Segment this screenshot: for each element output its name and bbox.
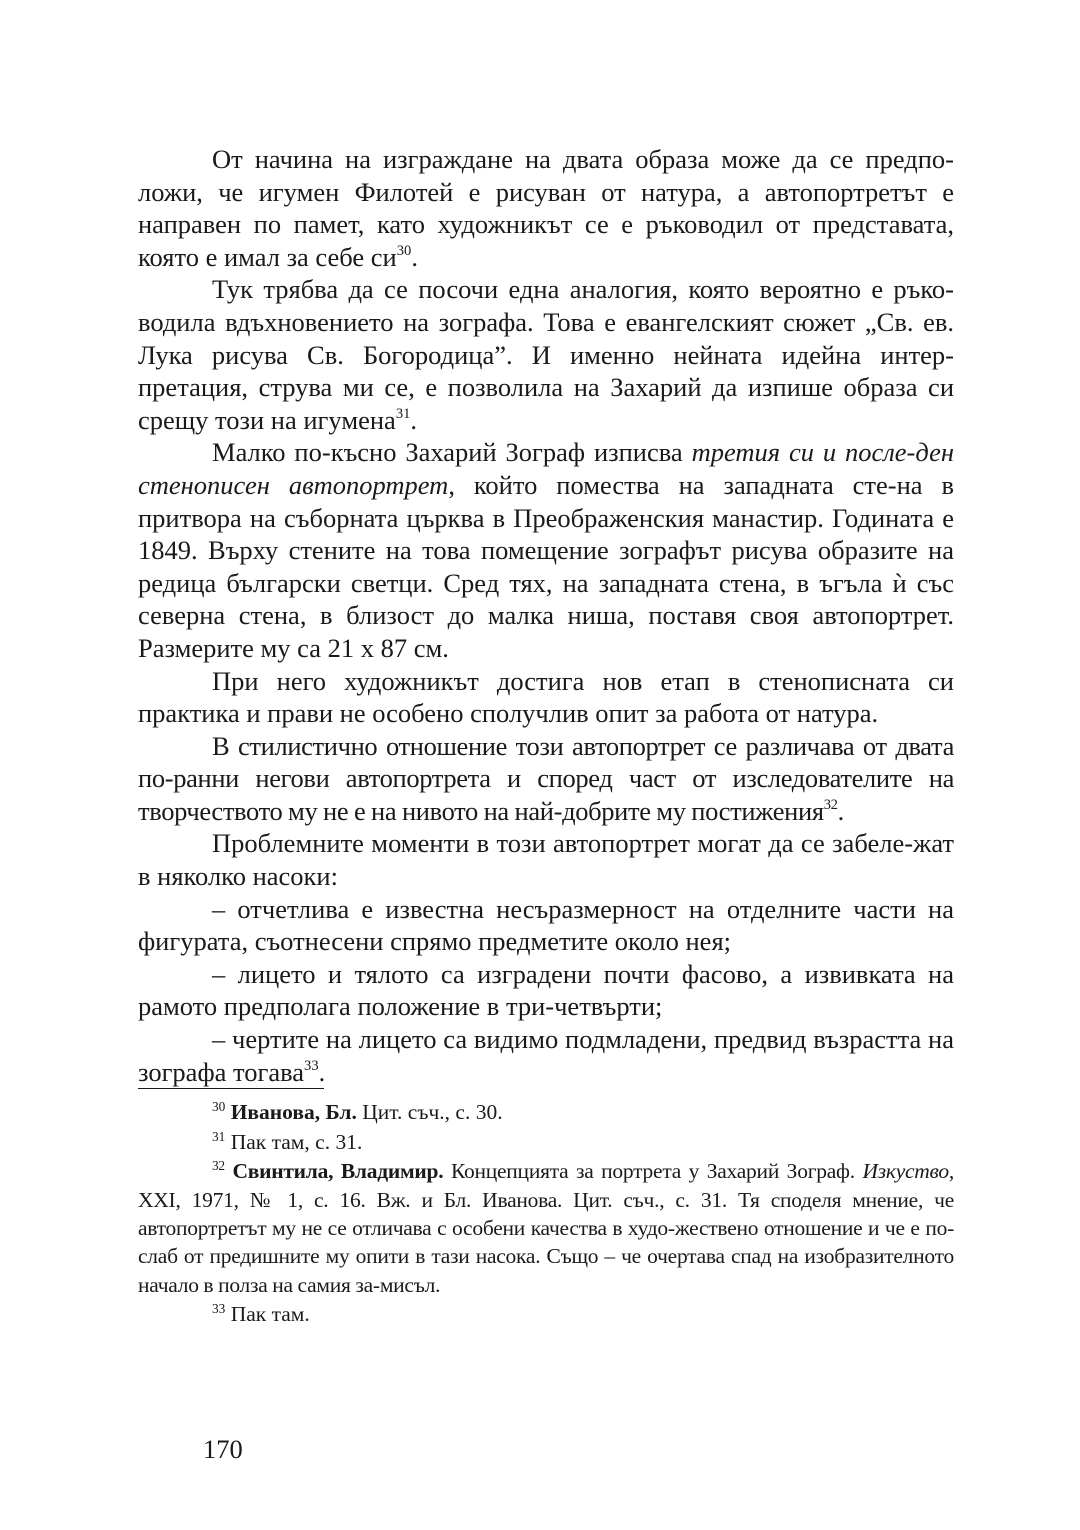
text-run: Концепцията за портрета у Захарий Зограф. — [443, 1159, 863, 1184]
text-run: , който помества на западната сте-на в притвора на съборната църква в Преображенския манастир. Годината е 1849. Върху стените на това помещение зографът рисува образите на редица български светци. Сред тях, на западната стена, в ъгъла ѝ със северна стена, в близост до малка ниша, поставя своя автопортрет. Размерите му са 21 х 87 см. — [138, 469, 955, 663]
footnote-reference: 32 — [212, 1157, 225, 1173]
text-run: Пак там. — [225, 1302, 310, 1327]
text-run: Цит. съч., с. 30. — [356, 1100, 503, 1124]
footnote-divider — [138, 1088, 324, 1089]
paragraph — [138, 273, 954, 436]
footnote — [138, 1098, 954, 1126]
paragraph — [138, 1023, 954, 1088]
text-run: Пак там, с. 31. — [225, 1129, 363, 1154]
paragraph — [138, 436, 954, 664]
text-run: . — [318, 1056, 326, 1087]
paragraph — [138, 730, 954, 828]
footnote-reference: 30 — [396, 242, 412, 259]
footnote-reference: 31 — [212, 1128, 226, 1144]
paragraph — [138, 665, 954, 730]
text-run: . — [410, 404, 417, 435]
footnote-reference: 33 — [212, 1301, 226, 1317]
paragraph — [138, 893, 954, 958]
text-run: Тук трябва да се посочи една аналогия, която вероятно е ръко-водила вдъхновението на зографа. Това е евангелският сюжет „Св. ев. Лука рисува Св. Богородица”. И именно нейната идейна интер-претация, струва ми се, е позволила на Захарий да изпише образа си срещу този на игумена — [138, 274, 954, 435]
text-run: . — [411, 241, 418, 272]
footnote — [138, 1128, 954, 1156]
italic-phrase: Изкуство — [862, 1159, 949, 1184]
main-text — [138, 143, 954, 1088]
text-run: Малко по-късно Захарий Зограф изписва — [212, 437, 692, 468]
footnote-reference: 33 — [304, 1057, 319, 1074]
text-run: В стилистично отношение този автопортрет се различава от двата по-ранни негови автопортрета и според част от изследователите на творчеството му не е на нивото на най-добрите му постижения — [138, 730, 954, 826]
paragraph — [138, 827, 954, 892]
footnote-reference: 32 — [823, 796, 838, 813]
text-run: – отчетлива е известна несъразмерност на отделните части на фигурата, съотнесени спрямо предметите около нея; — [138, 893, 954, 957]
author-name: Свинтила, Владимир. — [232, 1159, 444, 1184]
footnote — [138, 1300, 954, 1328]
text-run: , XXI, 1971, № 1, с. 16. Вж. и Бл. Иванова. Цит. съч., с. 31. Тя споделя мнение, че автопортретът му не се отличава с особени качества в худо-жествено отношение и че е по-слаб от предишните му опити в тази насока. Също – че очертава спад на изобразителното начало в полза на самия за-мисъл. — [138, 1159, 954, 1297]
text-run: – лицето и тялото са изградени почти фасово, а извивката на рамото предполага положение в три-четвърти; — [138, 958, 954, 1022]
footnote-reference: 31 — [395, 405, 411, 422]
footnote-reference: 30 — [212, 1098, 226, 1114]
text-run: Проблемните моменти в този автопортрет могат да се забеле-жат в няколко насоки: — [138, 828, 954, 892]
text-run: – чертите на лицето са видимо подмладени, предвид възрастта на зографа тогава — [138, 1024, 954, 1087]
paragraph — [138, 143, 954, 273]
footnote — [138, 1157, 954, 1299]
text-run: . — [837, 795, 844, 826]
paragraph — [138, 958, 954, 1023]
italic-phrase: третия си и послe-ден стенописен автопортрет — [138, 437, 954, 500]
author-name: Иванова, Бл. — [230, 1100, 357, 1124]
text-run: От начина на изграждане на двата образа може да се предпо-ложи, че игумен Филотей е рисуван от натура, а автопортретът е направен по памет, като художникът се е ръководил от представата, която е имал за себе си — [138, 144, 954, 272]
footnotes — [138, 1098, 954, 1330]
page-number: 170 — [203, 1434, 243, 1464]
text-run: При него художникът достига нов етап в стенописната си практика и прави не особено сполучлив опит за работа от натура. — [138, 665, 954, 729]
